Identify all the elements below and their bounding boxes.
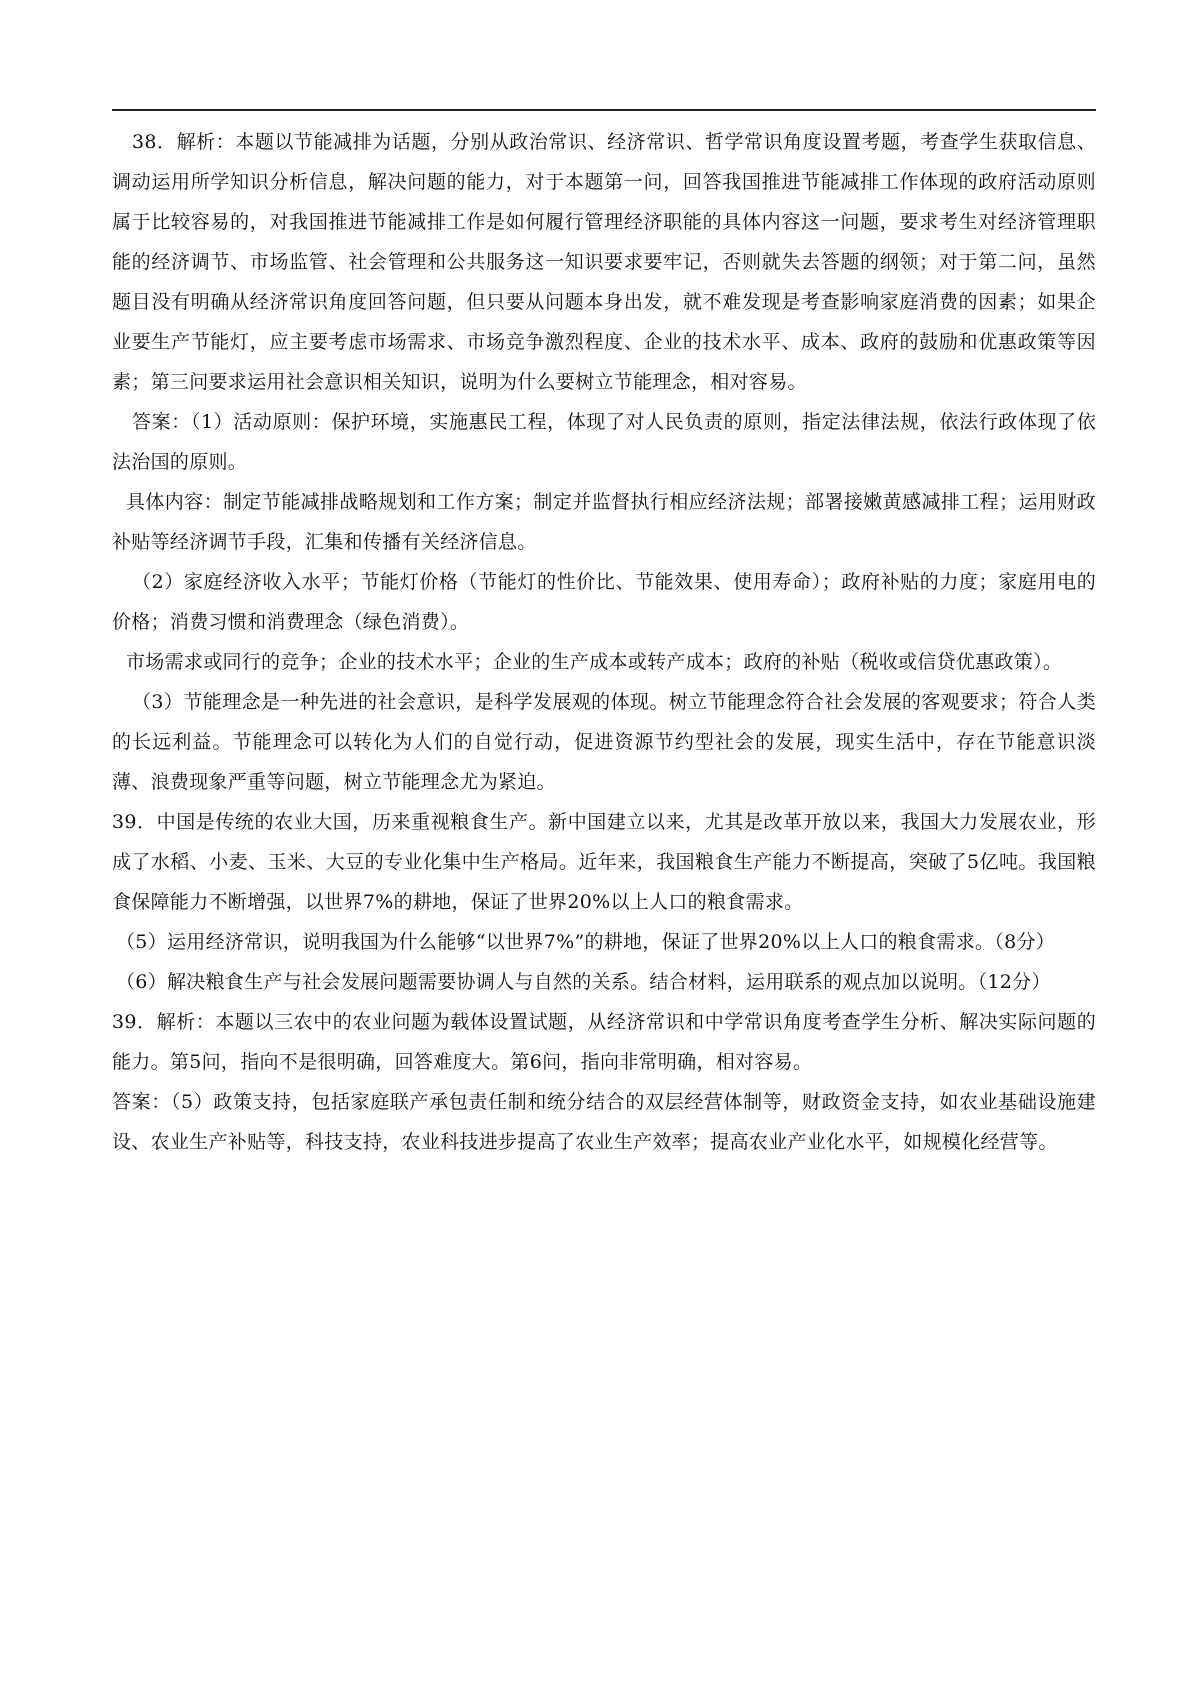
paragraph-39-answer-5: 答案：（5）政策支持，包括家庭联产承包责任制和统分结合的双层经营体制等，财政资金支持，如农业基础设施建设、农业生产补贴等，科技支持，农业科技进步提高了农业生产效率；提高农业产业化水平，如规模化经营等。: [112, 1091, 1096, 1153]
paragraph-38-answer-part2: （2）家庭经济收入水平；节能灯价格（节能灯的性价比、节能效果、使用寿命）；政府补贴的力度；家庭用电的价格；消费习惯和消费理念（绿色消费）。: [112, 571, 1096, 633]
paragraph-39-analysis: 39．解析：本题以三农中的农业问题为载体设置试题，从经济常识和中学常识角度考查学生分析、解决实际问题的能力。第5问，指向不是很明确，回答难度大。第6问，指向非常明确，相对容易。: [112, 1011, 1096, 1073]
paragraph-38-answer-principles: 答案：（1）活动原则：保护环境，实施惠民工程，体现了对人民负责的原则，指定法律法规，依法行政体现了依法治国的原则。: [112, 411, 1096, 473]
header-rule: [112, 109, 1096, 111]
document-body: [112, 122, 1096, 1162]
paragraph-39-question-material: 39．中国是传统的农业大国，历来重视粮食生产。新中国建立以来，尤其是改革开放以来，我国大力发展农业，形成了水稻、小麦、玉米、大豆的专业化集中生产格局。近年来，我国粮食生产能力不断提高，突破了5亿吨。我国粮食保障能力不断增强，以世界7%的耕地，保证了世界20%以上人口的粮食需求。: [112, 811, 1096, 913]
paragraph-39-question-5: （5）运用经济常识，说明我国为什么能够“以世界7%”的耕地，保证了世界20%以上人口的粮食需求。（8分）: [116, 931, 1056, 953]
paragraph-38-answer-part3: （3）节能理念是一种先进的社会意识，是科学发展观的体现。树立节能理念符合社会发展的客观要求；符合人类的长远利益。节能理念可以转化为人们的自觉行动，促进资源节约型社会的发展，现实生活中，存在节能意识淡薄、浪费现象严重等问题，树立节能理念尤为紧迫。: [112, 691, 1096, 793]
paragraph-39-question-6: （6）解决粮食生产与社会发展问题需要协调人与自然的关系。结合材料，运用联系的观点加以说明。（12分）: [116, 971, 1051, 993]
paragraph-38-answer-enterprise: 市场需求或同行的竞争；企业的技术水平；企业的生产成本或转产成本；政府的补贴（税收或信贷优惠政策）。: [126, 651, 1063, 673]
paragraph-38-answer-specifics: 具体内容：制定节能减排战略规划和工作方案；制定并监督执行相应经济法规；部署接嫩黄感减排工程；运用财政补贴等经济调节手段，汇集和传播有关经济信息。: [112, 491, 1096, 553]
paragraph-38-analysis: 38．解析：本题以节能减排为话题，分别从政治常识、经济常识、哲学常识角度设置考题，考查学生获取信息、调动运用所学知识分析信息，解决问题的能力，对于本题第一问，回答我国推进节能减排工作体现的政府活动原则属于比较容易的，对我国推进节能减排工作是如何履行管理经济职能的具体内容这一问题，要求考生对经济管理职能的经济调节、市场监管、社会管理和公共服务这一知识要求要牢记，否则就失去答题的纲领；对于第二问，虽然题目没有明确从经济常识角度回答问题，但只要从问题本身出发，就不难发现是考查影响家庭消费的因素；如果企业要生产节能灯，应主要考虑市场需求、市场竞争激烈程度、企业的技术水平、成本、政府的鼓励和优惠政策等因素；第三问要求运用社会意识相关知识，说明为什么要树立节能理念，相对容易。: [112, 131, 1096, 393]
